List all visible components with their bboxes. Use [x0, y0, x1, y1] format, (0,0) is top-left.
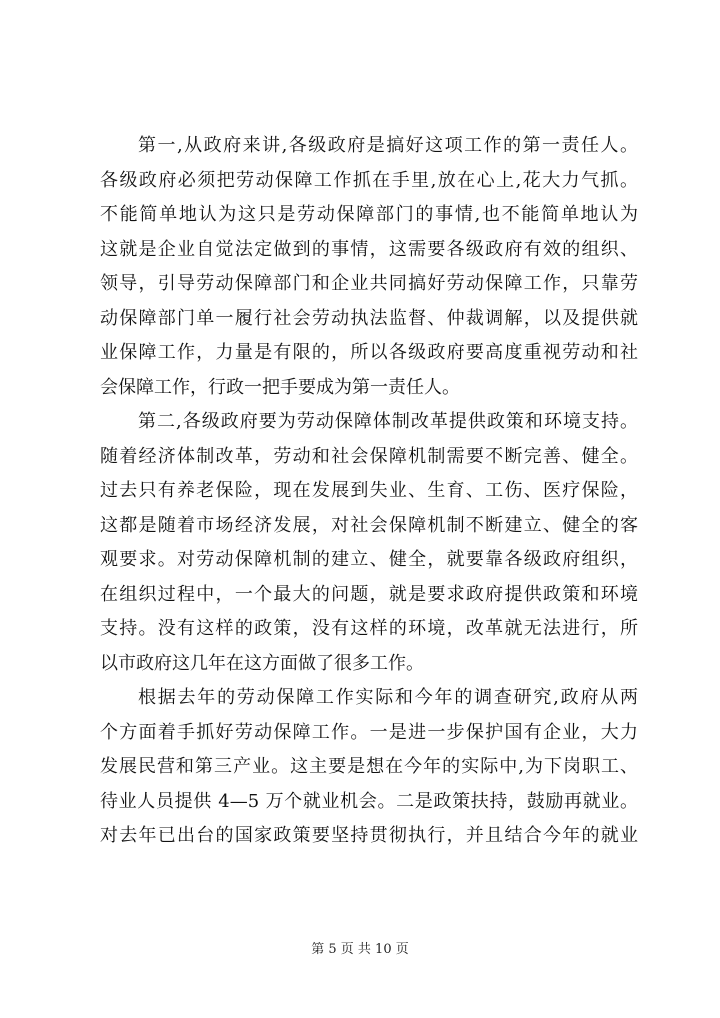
- text-line: 领导，引导劳动保障部门和企业共同搞好劳动保障工作，只靠劳: [100, 273, 638, 294]
- text-line: 随着经济体制改革，劳动和社会保障机制需要不断完善、健全。: [100, 445, 638, 467]
- text-line: 业保障工作，力量是有限的，所以各级政府要高度重视劳动和社: [100, 342, 638, 363]
- text-line: 对去年已出台的国家政策要坚持贯彻执行，并且结合今年的就业: [100, 825, 638, 846]
- text-line: 发展民营和第三产业。这主要是想在今年的实际中,为下岗职工、: [100, 756, 638, 777]
- text-line: 支持。没有这样的政策，没有这样的环境，改革就无法进行，所: [100, 618, 638, 639]
- text-line: 以市政府这几年在这方面做了很多工作。: [100, 652, 424, 674]
- text-line: 不能简单地认为这只是劳动保障部门的事情,也不能简单地认为: [100, 204, 638, 225]
- text-line: 动保障部门单一履行社会劳动执法监督、仲裁调解，以及提供就: [100, 307, 638, 329]
- text-line: 根据去年的劳动保障工作实际和今年的调查研究,政府从两: [138, 687, 638, 708]
- text-line: 各级政府必须把劳动保障工作抓在手里,放在心上,花大力气抓。: [100, 169, 638, 191]
- text-line: 在组织过程中，一个最大的问题，就是要求政府提供政策和环境: [100, 583, 638, 605]
- text-line: 个方面着手抓好劳动保障工作。一是进一步保护国有企业，大力: [100, 721, 638, 743]
- text-line: 这都是随着市场经济发展，对社会保障机制不断建立、健全的客: [100, 514, 638, 536]
- text-line: 第二,各级政府要为劳动保障体制改革提供政策和环境支持。: [138, 411, 638, 432]
- page-footer: 第 5 页 共 10 页: [311, 942, 409, 957]
- text-line: 这就是企业自觉法定做到的事情，这需要各级政府有效的组织、: [100, 238, 638, 260]
- body-text: [100, 129, 638, 854]
- text-line: 观要求。对劳动保障机制的建立、健全，就要靠各级政府组织，: [100, 549, 638, 570]
- text-line: 过去只有养老保险，现在发展到失业、生育、工伤、医疗保险，: [100, 480, 638, 501]
- text-line: 待业人员提供 4—5 万个就业机会。二是政策扶持，鼓励再就业。: [100, 790, 638, 812]
- text-line: 会保障工作，行政一把手要成为第一责任人。: [100, 376, 460, 398]
- text-line: 第一,从政府来讲,各级政府是搞好这项工作的第一责任人。: [138, 135, 638, 156]
